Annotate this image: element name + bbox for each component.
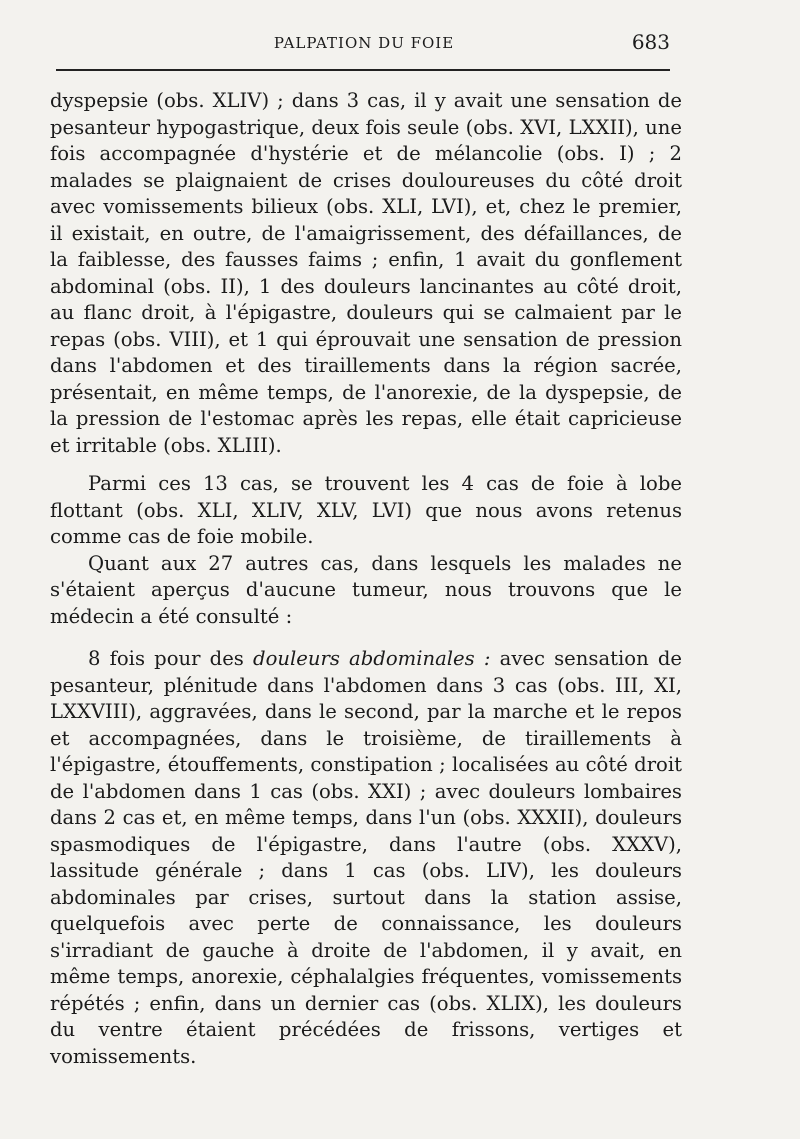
paragraph-floating-lobe: Parmi ces 13 cas, se trouvent les 4 cas de foie à lobe flottant (obs. XLI, XLIV, XLV, LVI) que nous avons retenus comme cas de foie mobile.: [50, 472, 682, 548]
body-text: [50, 88, 682, 1070]
running-head: [58, 30, 670, 62]
paragraph-lead: 8 fois pour des: [88, 647, 254, 670]
paragraph-continued: dyspepsie (obs. XLIV) ; dans 3 cas, il y avait une sensation de pesanteur hypogastrique, deux fois seule (obs. XVI, LXXII), une fois accompagnée d'hystérie et de mélancolie (obs. I) ; 2 malades se plaignaient de crises douloureuses du côté droit avec vomissements bilieux (obs. XLI, LVI), et, chez le premier, il existait, en outre, de l'amaigrissement, des défaillances, de la faiblesse, des fausses faims ; enfin, 1 avait du gonflement abdominal (obs. II), 1 des douleurs lancinantes au côté droit, au flanc droit, à l'épigastre, douleurs qui se calmaient par le repas (obs. VIII), et 1 qui éprouvait une sensation de pression dans l'abdomen et des tiraillements dans la région sacrée, présentait, en même temps, de l'anorexie, de la dyspepsie, de la pression de l'estomac après les repas, elle était capricieuse et irritable (obs. XLIII).: [50, 89, 682, 457]
header-rule: [56, 69, 670, 71]
running-title: PALPATION DU FOIE: [273, 34, 455, 52]
italic-heading: douleurs abdominales :: [253, 647, 491, 670]
paragraph-abdominal-pain: [50, 646, 682, 1070]
page-number: 683: [631, 30, 670, 54]
paragraph-body: avec sensation de pesanteur, plénitude dans l'abdomen dans 3 cas (obs. III, XI, LXXVIII), aggravées, dans le second, par la marche et le repos et accompagnées, dans le troisième, de tiraillements à l'épigastre, étouffements, constipation ; localisées au côté droit de l'abdomen dans 1 cas (obs. XXI) ; avec douleurs lombaires dans 2 cas et, en même temps, dans l'un (obs. XXXII), douleurs spasmodiques de l'épigastre, dans l'autre (obs. XXXV), lassitude générale ; dans 1 cas (obs. LIV), les douleurs abdominales par crises, surtout dans la station assise, quelquefois avec perte de connaissance, les douleurs s'irradiant de gauche à droite de l'abdomen, il y avait, en même temps, anorexie, céphalalgies fréquentes, vomissements répétés ; enfin, dans un dernier cas (obs. XLIX), les douleurs du ventre étaient précédées de frissons, vertiges et vomissements.: [50, 647, 682, 1068]
paragraph-other-cases: Quant aux 27 autres cas, dans lesquels les malades ne s'étaient aperçus d'aucune tumeur, nous trouvons que le médecin a été consulté :: [50, 551, 682, 628]
